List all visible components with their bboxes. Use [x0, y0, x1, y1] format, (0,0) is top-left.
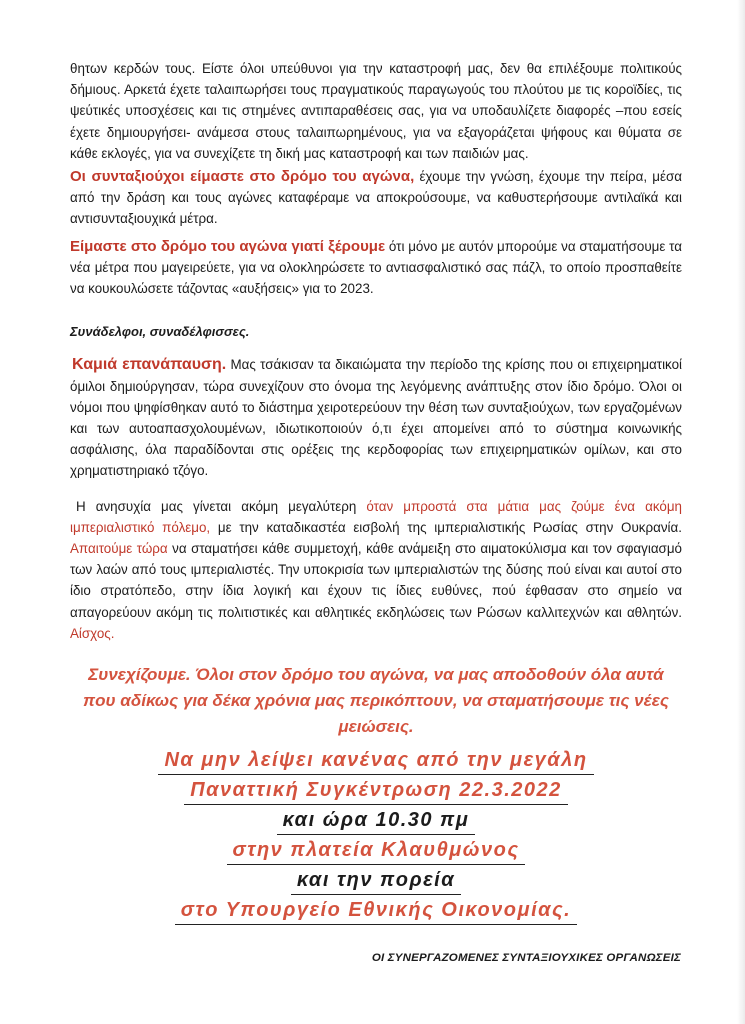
paragraph-5-highlight-1: όταν μπροστά στα μάτια μας ζούμε ένα ακόμη ιμπεριαλιστικό πόλεμο,: [70, 498, 682, 535]
event-announcement: [70, 746, 682, 926]
paragraph-5-highlight-3: Αίσχος.: [70, 625, 115, 641]
announcement-line-2: Παναττική Συγκέντρωση 22.3.2022: [184, 777, 568, 805]
announcement-line-1: Να μην λείψει κανένας από την μεγάλη: [158, 747, 593, 775]
paragraph-5-highlight-2: Απαιτούμε τώρα: [70, 541, 168, 557]
paragraph-5-text-1: Η ανησυχία μας γίνεται ακόμη μεγαλύτερη: [76, 498, 367, 514]
paragraph-5: [70, 496, 682, 644]
paragraph-4-text: Μας τσάκισαν τα δικαιώματα την περίοδο της κρίσης που οι επιχειρηματικοί όμιλοι δημιούργησαν, τώρα συνεχίζουν στο όνομα της λεγόμενης ανάπτυξης στον ίδιο δρόμο. Όλοι οι νόμοι που ψηφίσθηκαν αυτό το διάστημα χειροτερεύουν την θέση των συνταξιούχων, των εργαζομένων και των αυτοαπασχολουμένων, ιδιωτικοποιούν ό,τι έχει απομείνει από το σύστημα κοινωνικής ασφάλισης, όλα παραδίδονται στις ορέξεις της κερδοφορίας των επιχειρηματικών ομίλων, και στο χρηματιστηριακό τζόγο.: [70, 357, 683, 479]
paragraph-1: θητων κερδών τους. Είστε όλοι υπεύθυνοι για την καταστροφή μας, δεν θα επιλέξουμε πολιτικούς δήμιους. Αρκετά έχετε ταλαιπωρήσει τους πραγματικούς παραγωγούς του πλούτου με τις κοροϊδίες, τις ψεύτικές υποσχέσεις και τις στημένες αντιπαραθέσεις σας, για να υποδαυλίζετε διαφορές –που εσείς έχετε δημιουργήσει- ανάμεσα στους ταλαιπωρημένους, για να εξαγοράζεται ψήφους και θύματα σε κάθε εκλογές, για να συνεχίζετε τη δική μας καταστροφή και των παιδιών μας.: [70, 61, 682, 161]
salutation: Συνάδελφοι, συναδέλφισσες.: [70, 324, 250, 340]
signature: ΟΙ ΣΥΝΕΡΓΑΖΟΜΕΝΕΣ ΣΥΝΤΑΞΙΟΥΧΙΚΕΣ ΟΡΓΑΝΩΣΕΙΣ: [371, 952, 681, 964]
page-edge-shadow: [737, 0, 745, 1024]
document-body: [70, 58, 682, 926]
paragraph-3-text: ότι μόνο με αυτόν μπορούμε να σταματήσουμε τα νέα μέτρα που μαγειρεύετε, για να ολοκληρώσετε το αντιασφαλιστικό σας πάζλ, το οποίο προσπαθείτε να κουκουλώσετε τάζοντας «αυξήσεις» για το 2023.: [70, 238, 682, 297]
paragraph-3: [70, 236, 682, 300]
announcement-line-6: στο Υπουργείο Εθνικής Οικονομίας.: [175, 897, 577, 925]
paragraph-2-text: έχουμε την γνώση, έχουμε την πείρα, μέσα από την δράση και τους αγώνες καταφέραμε να αποκρούσουμε, να καθυστερήσουμε αντιλαϊκά και αντισυνταξιουχικά μέτρα.: [70, 169, 682, 227]
announcement-line-4: στην πλατεία Κλαυθμώνος: [227, 837, 526, 865]
paragraph-4: [70, 354, 682, 481]
paragraph-2: [70, 166, 682, 230]
paragraph-2-highlight: Οι συνταξιούχοι είμαστε στο δρόμο του αγώνα,: [70, 168, 415, 186]
paragraph-4-highlight: Καμιά επανάπαυση.: [72, 356, 227, 374]
announcement-line-3: και ώρα 10.30 πμ: [277, 807, 476, 835]
paragraph-5-text-2: με την καταδικαστέα εισβολή της ιμπεριαλιστικής Ρωσίας στην Ουκρανία.: [210, 519, 682, 535]
paragraph-5-text-3: να σταματήσει κάθε συμμετοχή, κάθε ανάμειξη στο αιματοκύλισμα και τον σφαγιασμό των λαών από τους ιμπεριαλιστές. Την υποκρισία των ιμπεριαλιστών της δύσης πού είναι και αυτοί στο ίδιο στρατόπεδο, στην ίδια λογική και έχουν τις ίδιες ευθύνες, πού έφθασαν στο σημείο να απαγορεύουν ακόμη τις πολιτιστικές και αθλητικές εκδηλώσεις των Ρώσων καλλιτεχνών και αθλητών.: [70, 541, 682, 620]
paragraph-3-highlight: Είμαστε στο δρόμο του αγώνα γιατί ξέρουμε: [70, 237, 386, 255]
call-to-action: Συνεχίζουμε. Όλοι στον δρόμο του αγώνα, να μας αποδοθούν όλα αυτά που αδίκως για δέκα χρόνια μας περικόπτουν, να σταματήσουμε τις νέες μειώσεις.: [83, 665, 669, 737]
announcement-line-5: και την πορεία: [291, 867, 461, 895]
